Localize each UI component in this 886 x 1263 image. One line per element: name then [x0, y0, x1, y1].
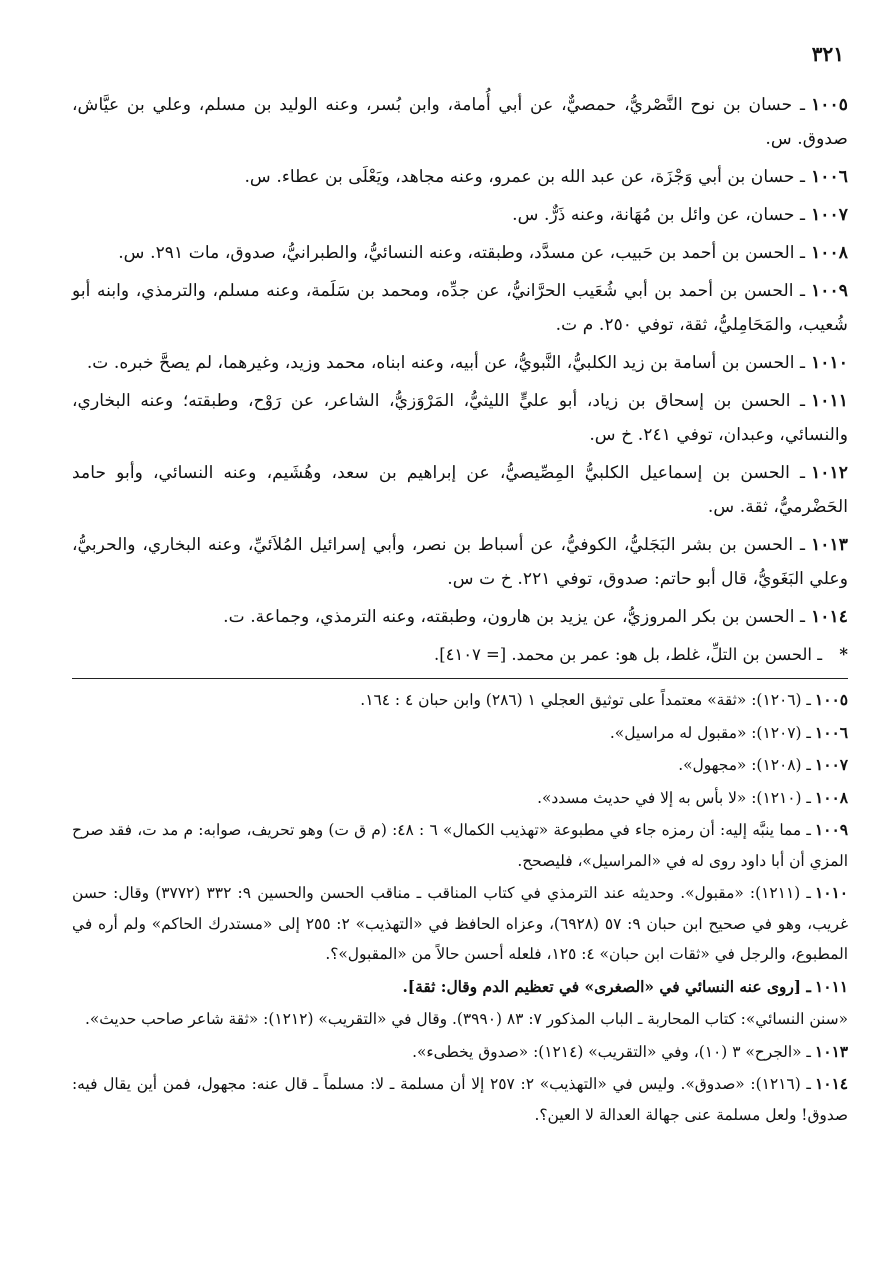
page-number: ٣٢١: [811, 42, 844, 66]
entry-text: ـ الحسن بن إسحاق بن زياد، أبو عليٍّ الليثيُّ، المَرْوَزيُّ، الشاعر، عن رَوْح، وطبقته؛ وعنه البخاري، والنسائي، وعبدان، توفي ٢٤١. خ س.: [72, 391, 848, 445]
entry-number: ١٠١٣: [811, 535, 848, 555]
footnote-text: ـ (١٢١٠): «لا بأس به إلا في حديث مسدد».: [537, 788, 811, 807]
footnotes: [72, 685, 848, 1130]
entry-1008: [72, 236, 848, 270]
entry-text: ـ الحسن بن أحمد بن حَبيب، عن مسدَّد، وطبقته، وعنه النسائيُّ، والطبرانيُّ، صدوق، مات ٢٩١. س.: [118, 243, 806, 263]
entry-1006: [72, 160, 848, 194]
footnote-divider: [72, 678, 848, 679]
footnote-1011-continued: [72, 1004, 848, 1035]
entry-1010: [72, 346, 848, 380]
footnote-number: ١٠٠٩: [814, 821, 848, 839]
entry-number: ١٠٠٩: [811, 281, 848, 301]
footnote-1014: [72, 1069, 848, 1130]
footnote-number: ١٠٠٧: [814, 756, 848, 774]
entry-1011: [72, 384, 848, 452]
entry-number: ١٠٠٦: [811, 167, 848, 187]
entry-1009: [72, 274, 848, 342]
entry-text: ـ الحسن بن أسامة بن زيد الكلبيُّ، النَّبويُّ، عن أبيه، وعنه ابناه، محمد وزيد، وغيرهما، لم يصحَّ خبره. ت.: [86, 353, 806, 373]
entry-number: ١٠٠٨: [811, 243, 848, 263]
footnote-1009: [72, 815, 848, 876]
footnote-number: ١٠٠٥: [814, 691, 848, 709]
footnote-text: ـ (١٢٠٦): «ثقة» معتمداً على توثيق العجلي ١ (٢٨٦) وابن حبان ٤ : ١٦٤.: [360, 691, 811, 709]
entry-1005: [72, 88, 848, 156]
footnote-number: ١٠٠٦: [814, 723, 848, 742]
footnote-1006: [72, 718, 848, 749]
entry-text: ـ الحسن بن أحمد بن أبي شُعَيب الحرَّانيُّ، عن جدِّه، ومحمد بن سَلَمة، وعنه مسلم، والترمذي، وابنه أبو شُعيب، والمَحَامِليُّ، ثقة، توفي ٢٥٠. م ت.: [72, 281, 848, 335]
footnote-number: ١٠٠٨: [814, 788, 848, 807]
footnote-number: ١٠١٤: [814, 1075, 849, 1093]
footnote-1005: [72, 685, 848, 716]
entry-text: ـ حسان بن نوح النَّصْريُّ، حمصيٌّ، عن أبي أُمامة، وابن بُسر، وعنه الوليد بن مسلم، وعلي بن عيَّاش، صدوق. س.: [72, 95, 848, 149]
footnote-1013: [72, 1037, 848, 1068]
asterisk-icon: *: [839, 645, 848, 664]
footnote-1007: [72, 750, 848, 781]
entry-number: ١٠١١: [811, 391, 848, 411]
footnote-number: ١٠١٠: [814, 884, 849, 902]
footnote-1011: [72, 972, 848, 1003]
entry-number: ١٠٠٥: [811, 95, 848, 115]
main-entries: [72, 88, 848, 672]
entry-1014: [72, 600, 848, 634]
entry-1012: [72, 456, 848, 524]
entry-1007: [72, 198, 848, 232]
entry-number: ١٠٠٧: [811, 205, 848, 225]
entry-1013: [72, 528, 848, 596]
entry-text: ـ حسان بن أبي وَجْزَة، عن عبد الله بن عمرو، وعنه مجاهد، ويَعْلَى بن عطاء. س.: [244, 167, 806, 187]
entry-number: ١٠١٢: [811, 463, 848, 483]
footnote-1010: [72, 878, 848, 970]
entry-text: ـ الحسن بن بكر المروزيُّ، عن يزيد بن هارون، وطبقته، وعنه الترمذي، وجماعة. ت.: [223, 607, 806, 627]
entry-text: ـ الحسن بن إسماعيل الكلبيُّ المِصِّيصيُّ، عن إبراهيم بن سعد، وهُشَيم، وعنه النسائي، وأبو حامد الحَضْرميُّ، ثقة. س.: [72, 463, 848, 517]
entry-number: ١٠١٠: [811, 353, 848, 373]
footnote-text: ـ مما ينبَّه إليه: أن رمزه جاء في مطبوعة «تهذيب الكمال» ٦ : ٤٨: (م ق ت) وهو تحريف، صوابه: م مد ت، فقد صرح المزي أن أبا داود روى له في «المراسيل»، فليصحح.: [72, 821, 848, 870]
footnote-number: ١٠١١: [814, 977, 848, 996]
footnote-text: ـ [روى عنه النسائي في «الصغرى» في تعظيم الدم وقال: ثقة].: [402, 977, 811, 996]
footnote-text: ـ (١٢١٦): «صدوق». وليس في «التهذيب» ٢: ٢٥٧ إلا أن مسلمة ـ لا: مسلماً ـ قال عنه: مجهول، فمن أين يقال فيه: صدوق! ولعل مسلمة عنى جهالة العدالة لا العين؟.: [72, 1075, 848, 1124]
footnote-text: ـ (١٢١١): «مقبول». وحديثه عند الترمذي في كتاب المناقب ـ مناقب الحسن والحسين ٩: ٣٣٢ (٣٧٧٢) وقال: حسن غريب، وهو في صحيح ابن حبان ٩: ٥٧ (٦٩٢٨)، وعزاه الحافظ في «التهذيب» ٢: ٢٥٥ إلى «مستدرك الحاكم» ولم أره في المطبوع، والرجل في «ثقات ابن حبان» ٤: ١٢٥، فلعله أحسن حالاً من «المقبول»؟.: [72, 884, 849, 963]
entry-text: ـ الحسن بن التلِّ، غلط، بل هو: عمر بن محمد. [= ٤١٠٧].: [434, 645, 822, 664]
footnote-number: ١٠١٣: [814, 1042, 848, 1061]
entry-cross-reference: [72, 638, 848, 672]
entry-number: ١٠١٤: [811, 607, 848, 627]
entry-text: ـ حسان، عن وائل بن مُهَانة، وعنه ذَرٌّ. س.: [512, 205, 806, 225]
footnote-1008: [72, 783, 848, 814]
footnote-text: ـ (١٢٠٧): «مقبول له مراسيل».: [609, 723, 811, 742]
footnote-text: ـ (١٢٠٨): «مجهول».: [678, 756, 811, 774]
entry-text: ـ الحسن بن بشر البَجَليُّ، الكوفيُّ، عن أسباط بن نصر، وأبي إسرائيل المُلاَئيِّ، وعنه البخاري، والحربيُّ، وعلي البَغَويُّ، قال أبو حاتم: صدوق، توفي ٢٢١. خ ت س.: [72, 535, 848, 589]
footnote-text: «سنن النسائي»: كتاب المحاربة ـ الباب المذكور ٧: ٨٣ (٣٩٩٠). وقال في «التقريب» (١٢١٢): «ثقة شاعر صاحب حديث».: [84, 1010, 848, 1028]
footnote-text: ـ «الجرح» ٣ (١٠)، وفي «التقريب» (١٢١٤): «صدوق يخطىء».: [412, 1042, 811, 1061]
